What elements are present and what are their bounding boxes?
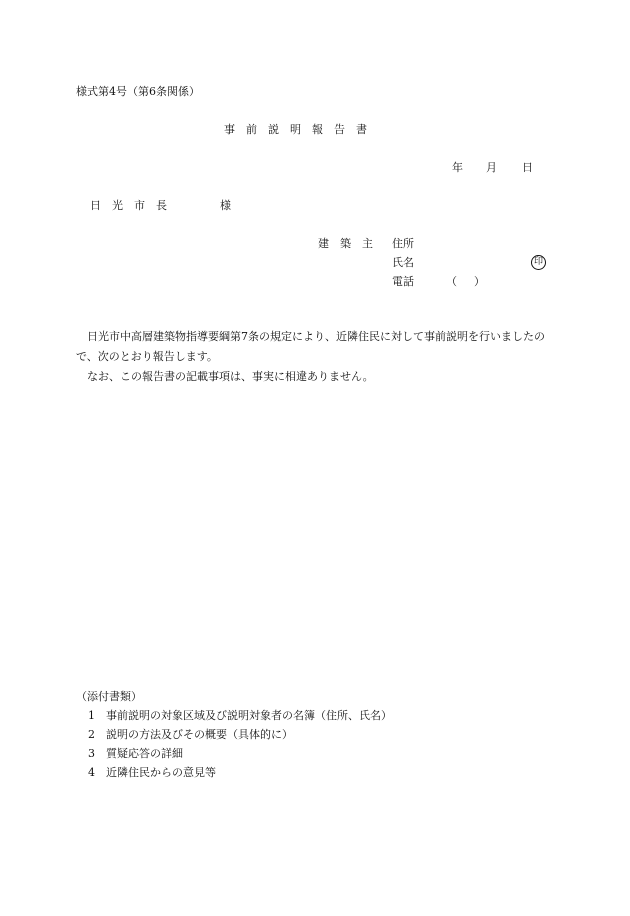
date-day-label: 日 (522, 161, 533, 174)
attachment-number: 4 (88, 766, 95, 779)
seal-mark-icon: 印 (531, 255, 546, 270)
document-title: 事 前 説 明 報 告 書 (224, 123, 367, 136)
body-paragraph-1: 日光市中高層建築物指導要綱第7条の規定により、近隣住民に対して事前説明を行いましたので、次のとおり報告します。 (76, 330, 545, 363)
attachment-item (88, 708, 392, 723)
addressee-honorific: 様 (220, 199, 231, 212)
attachment-text: 近隣住民からの意見等 (106, 766, 216, 779)
attachment-text: 質疑応答の詳細 (106, 747, 183, 760)
addressee-name: 日 光 市 長 (90, 199, 167, 212)
attachment-text: 説明の方法及びその概要（具体的に） (106, 728, 293, 741)
attachment-item (88, 746, 183, 761)
attachment-number: 1 (88, 709, 95, 722)
builder-label: 建 築 主 (318, 237, 373, 250)
attachment-item (88, 765, 216, 780)
attachments-heading: （添付書類） (76, 690, 142, 703)
date-month-label: 月 (486, 161, 497, 174)
attachment-number: 2 (88, 728, 95, 741)
builder-address-label: 住所 (392, 237, 414, 250)
builder-phone-label: 電話 (392, 275, 414, 288)
date-year-label: 年 (452, 161, 463, 174)
phone-paren-close: ） (474, 275, 485, 288)
builder-name-label: 氏名 (392, 256, 414, 269)
attachment-item (88, 727, 293, 742)
body-paragraph-2: なお、この報告書の記載事項は、事実に相違ありません。 (87, 370, 374, 383)
body-text (76, 327, 558, 387)
form-number: 様式第4号（第6条関係） (76, 85, 200, 98)
phone-paren-open: （ (446, 275, 457, 288)
attachment-text: 事前説明の対象区域及び説明対象者の名簿（住所、氏名） (106, 709, 392, 722)
attachment-number: 3 (88, 747, 95, 760)
